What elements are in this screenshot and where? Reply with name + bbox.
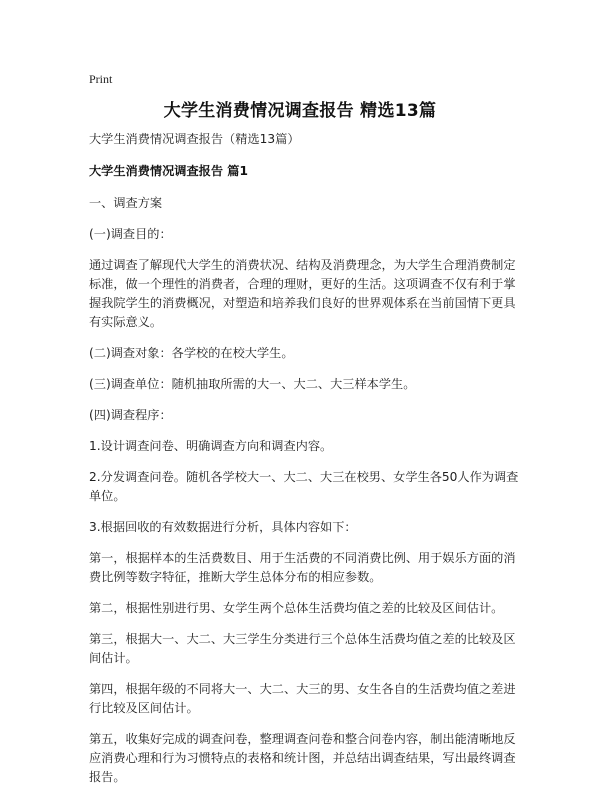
paragraph-subjects: (二)调查对象：各学校的在校大学生。 (89, 346, 294, 360)
document-body (89, 130, 521, 799)
print-link[interactable]: Print (89, 72, 113, 86)
paragraph-step-2: 2.分发调查问卷。随机各学校大一、大二、大三在校男、女学生各50人作为调查单位。 (89, 470, 519, 503)
paragraph-first: 第一，根据样本的生活费数目、用于生活费的不同消费比例、用于娱乐方面的消费比例等数字特征，推断大学生总体分布的相应参数。 (89, 551, 516, 584)
paragraph-procedure-heading: (四)调查程序： (89, 408, 172, 422)
paragraph-units: (三)调查单位：随机抽取所需的大一、大二、大三样本学生。 (89, 377, 416, 391)
section-heading: 大学生消费情况调查报告 篇1 (89, 164, 248, 178)
paragraph-second: 第二，根据性别进行男、女学生两个总体生活费均值之差的比较及区间估计。 (89, 601, 504, 615)
paragraph-fifth: 第五，收集好完成的调查问卷，整理调查问卷和整合问卷内容，制出能清晰地反应消费心理和行为习惯特点的表格和统计图，并总结出调查结果，写出最终调查报告。 (89, 732, 516, 784)
document-subtitle: 大学生消费情况调查报告（精选13篇） (89, 132, 300, 146)
page-title: 大学生消费情况调查报告 精选13篇 (163, 101, 437, 121)
paragraph-third: 第三，根据大一、大二、大三学生分类进行三个总体生活费均值之差的比较及区间估计。 (89, 632, 516, 665)
paragraph-purpose: 通过调查了解现代大学生的消费状况、结构及消费理念，为大学生合理消费制定标准，做一个理性的消费者，合理的理财，更好的生活。这项调查不仅有利于掌握我院学生的消费概况，对塑造和培养我们良好的世界观体系在当前国情下更具有实际意义。 (89, 258, 516, 329)
paragraph-fourth: 第四，根据年级的不同将大一、大二、大三的男、女生各自的生活费均值之差进行比较及区间估计。 (89, 682, 516, 715)
paragraph-purpose-heading: (一)调查目的： (89, 227, 172, 241)
paragraph-step-1: 1.设计调查问卷、明确调查方向和调查内容。 (89, 439, 333, 453)
paragraph-survey-plan: 一、调查方案 (89, 196, 163, 210)
paragraph-step-3: 3.根据回收的有效数据进行分析，具体内容如下： (89, 520, 357, 534)
